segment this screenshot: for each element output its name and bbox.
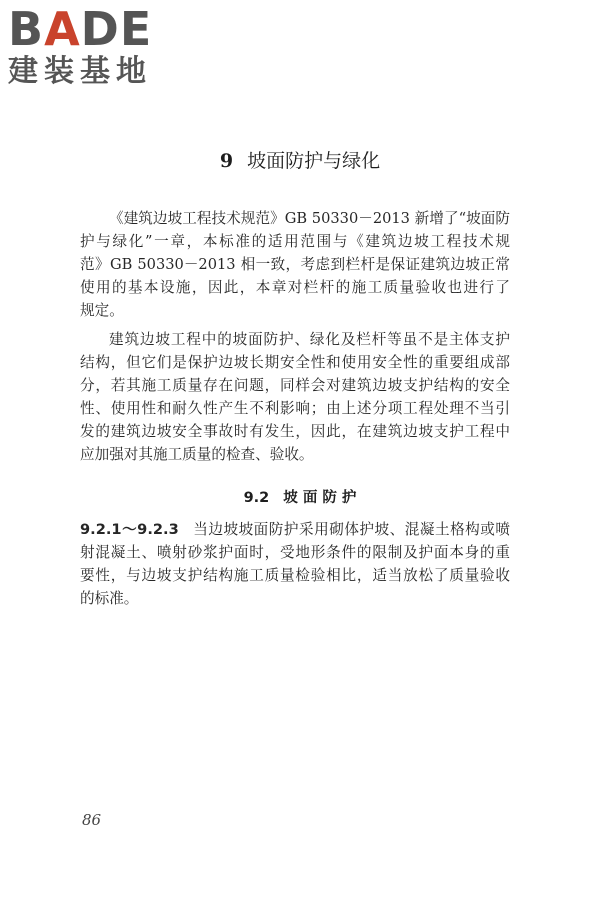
clause-first-line: 当边坡坡面防护采用砌体护坡、混凝土格构或喷 (192, 521, 510, 538)
paragraph-line: 规定。 (80, 302, 124, 319)
paragraph-line: 建筑边坡工程中的坡面防护、绿化及栏杆等虽不是主体支护 (109, 331, 510, 348)
paragraph-line: 应加强对其施工质量的检查、验收。 (80, 446, 314, 463)
section-heading (0, 487, 600, 509)
paragraph-line: 的标准。 (80, 590, 139, 607)
paragraph-intro (80, 207, 510, 322)
bade-logo (8, 4, 178, 96)
paragraph-line: 射混凝土、喷射砂浆护面时，受地形条件的限制及护面本身的重 (80, 544, 510, 561)
paragraph-line: 发的建筑边坡安全事故时有发生，因此，在建筑边坡支护工程中 (80, 423, 510, 440)
clause-number: 9.2.1～9.2.3 (80, 521, 179, 538)
paragraph-line: 使用的基本设施，因此，本章对栏杆的施工质量验收也进行了 (80, 279, 510, 296)
paragraph-importance (80, 328, 510, 466)
paragraph-line (80, 518, 510, 541)
paragraph-line: 分，若其施工质量存在问题，同样会对建筑边坡支护结构的安全 (80, 377, 510, 394)
logo-subtitle: 建装基地 (8, 54, 152, 89)
paragraph-line: 结构，但它们是保护边坡长期安全性和使用安全性的重要组成部 (80, 354, 510, 371)
logo-letter-a-accent: A (44, 2, 81, 56)
clause-9-2-1 (80, 518, 510, 610)
paragraph-line: 性、使用性和耐久性产生不利影响；由上述分项工程处理不当引 (80, 400, 510, 417)
chapter-title: 坡面防护与绿化 (247, 150, 381, 172)
chapter-number: 9 (219, 150, 234, 172)
section-title: 坡 面 防 护 (283, 490, 357, 506)
paragraph-line: 要性，与边坡支护结构施工质量检验相比，适当放松了质量验收 (80, 567, 510, 584)
chapter-heading (0, 148, 600, 174)
logo-letters-de: DE (80, 2, 153, 56)
logo-wordmark (8, 4, 178, 54)
page-number: 86 (82, 811, 102, 829)
section-number: 9.2 (243, 490, 270, 506)
paragraph-line: 护与绿化”一章，本标准的适用范围与《建筑边坡工程技术规 (80, 233, 510, 250)
paragraph-line: 《建筑边坡工程技术规范》GB 50330－2013 新增了“坡面防 (109, 210, 510, 227)
paragraph-line: 范》GB 50330－2013 相一致，考虑到栏杆是保证建筑边坡正常 (80, 256, 510, 273)
logo-letter-b: B (8, 2, 45, 56)
